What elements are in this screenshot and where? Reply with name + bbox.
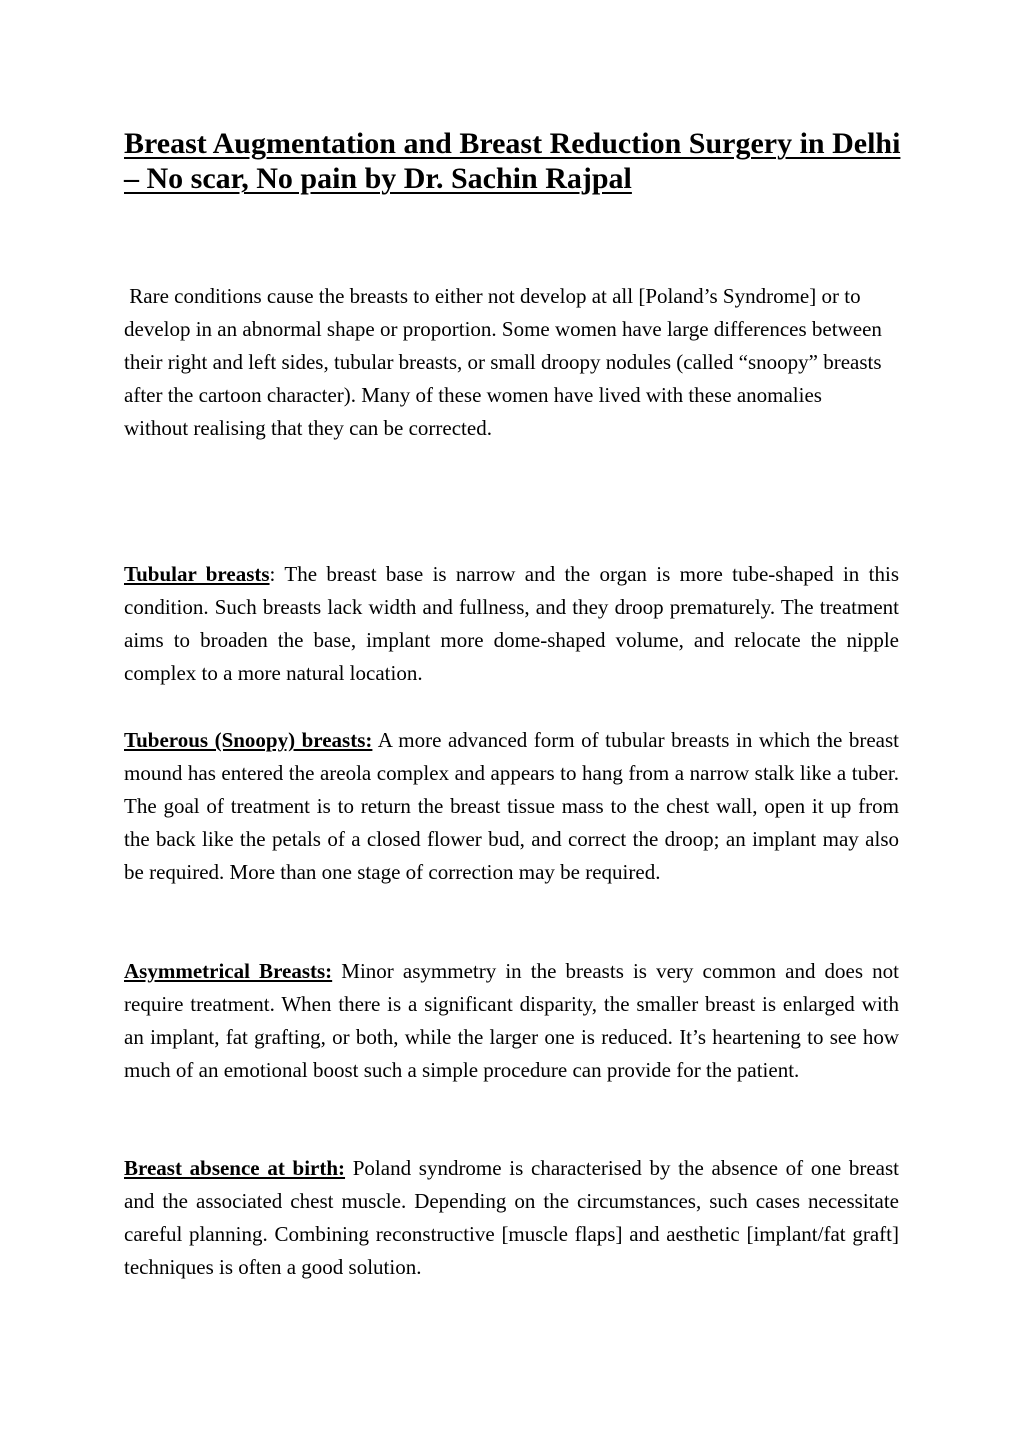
section-text: Minor asymmetry in the breasts is very common and does not require treatment. When there is a significant disparity, the smaller breast is enlarged with an implant, fat grafting, or both, while the larger one is reduced. It’s heartening to see how much of an emotional boost such a simple procedure can provide for the patient. bbox=[124, 959, 900, 1082]
section-term-separator: : bbox=[269, 562, 285, 586]
section-breast-absence-at-birth bbox=[124, 1152, 899, 1284]
section-asymmetrical-breasts bbox=[124, 955, 899, 1087]
section-term: Breast absence at birth: bbox=[124, 1156, 346, 1180]
section-text: A more advanced form of tubular breasts in which the breast mound has entered the areola complex and appears to hang from a narrow stalk like a tuber. The goal of treatment is to return the breast tissue mass to the chest wall, open it up from the back like the petals of a closed flower bud, and correct the droop; an implant may also be required. More than one stage of correction may be required. bbox=[124, 728, 899, 884]
section-term: Asymmetrical Breasts: bbox=[124, 959, 333, 983]
section-text: Poland syndrome is characterised by the absence of one breast and the associated chest muscle. Depending on the circumstances, such cases necessitate careful planning. Combining reconstructive [muscle flaps] and aesthetic [implant/fat graft] techniques is often a good solution. bbox=[124, 1156, 900, 1279]
section-tubular-breasts bbox=[124, 558, 899, 690]
section-text: The breast base is narrow and the organ is more tube-shaped in this condition. Such breasts lack width and fullness, and they droop prematurely. The treatment aims to broaden the base, implant more dome-shaped volume, and relocate the nipple complex to a more natural location. bbox=[124, 562, 900, 685]
section-term-separator bbox=[345, 1156, 353, 1180]
section-term: Tubular breasts bbox=[124, 562, 270, 586]
intro-paragraph: Rare conditions cause the breasts to either not develop at all [Poland’s Syndrome] or to develop in an abnormal shape or proportion. Some women have large differences between their right and left sides, tubular breasts, or small droopy nodules (called “snoopy” breasts after the cartoon character). Many of these women have lived with these anomalies without realising that they can be corrected. bbox=[124, 284, 882, 440]
section-tuberous-breasts bbox=[124, 724, 899, 889]
page-title: Breast Augmentation and Breast Reduction Surgery in Delhi – No scar, No pain by Dr. Sachin Rajpal bbox=[124, 127, 901, 195]
section-term: Tuberous (Snoopy) breasts: bbox=[124, 728, 373, 752]
section-term-separator bbox=[332, 959, 341, 983]
